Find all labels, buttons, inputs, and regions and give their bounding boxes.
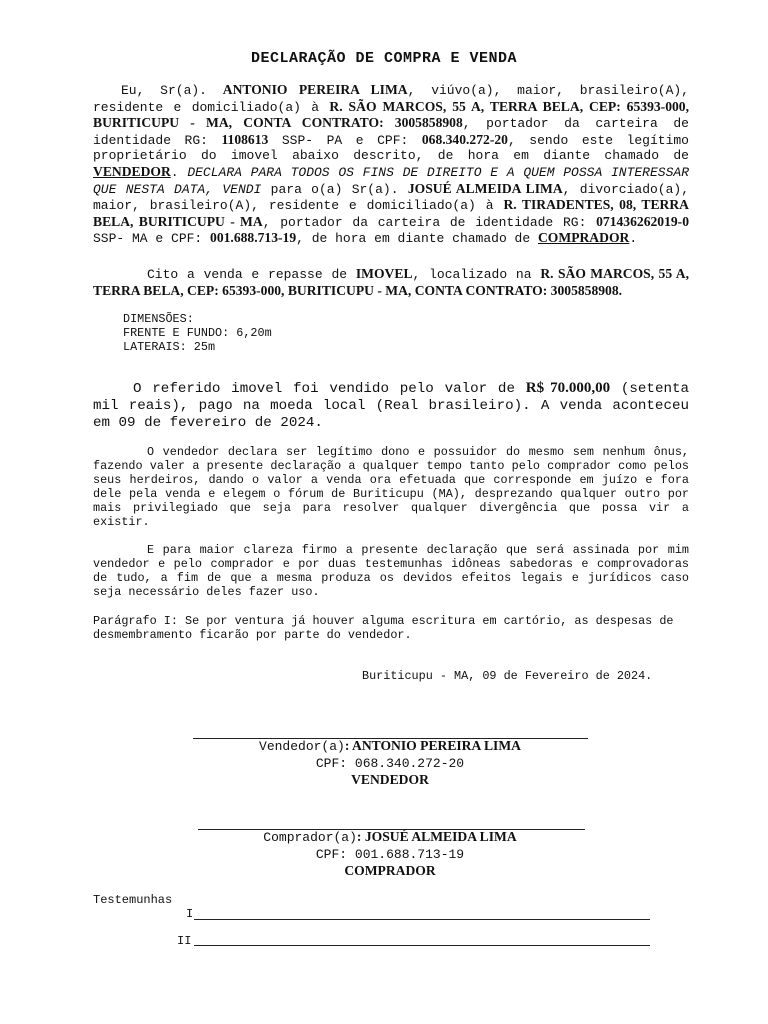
buyer-signature-name: JOSUÉ ALMEIDA LIMA (364, 829, 517, 844)
paragraph-guarantee: O vendedor declara ser legítimo dono e possuidor do mesmo sem nenhum ônus, fazendo valer a presente declaração a qualquer tempo tanto pelo comprador como pelos seus herdeiros, dando o valor a venda ora efetuada que corresponde em juízo e fora dele pela venda e elegem o fórum de Buriticupu (MA), desprezando qualquer outro por mais privilegiado que seja para resolver qualquer divergência que possa vir a existir. (93, 445, 689, 529)
property-dimensions (123, 312, 272, 354)
seller-cpf: 068.340.272-20 (421, 131, 508, 147)
paragraph-parties: Eu, Sr(a). ANTONIO PEREIRA LIMA, viúvo(a), maior, brasileiro(A), residente e domiciliado(a) à R. SÃO MARCOS, 55 A, TERRA BELA, CEP: 65393-000, BURITICUPU - MA, CONTA CONTRATO: 3005858908, portador da carteira de identidade RG: 1108613 SSP- PA e CPF: 068.340.272-20, sendo este legítimo proprietário do imovel abaixo descrito, de hora em diante chamado de VENDEDOR. DECLARA PARA TODOS OS FINS DE DIREITO E A QUEM POSSA INTERESSAR QUE NESTA DATA, VENDI para o(a) Sr(a). JOSUÉ ALMEIDA LIMA, divorciado(a), maior, brasileiro(A), residente e domiciliado(a) à R. TIRADENTES, 08, TERRA BELA, BURITICUPU - MA, portador da carteira de identidade RG: 071436262019-0 SSP- MA e CPF: 001.688.713-19, de hora em diante chamado de COMPRADOR. (93, 82, 689, 247)
buyer-signature-role: COMPRADOR (344, 863, 436, 878)
paragraph-price: O referido imovel foi vendido pelo valor de R$ 70.000,00 (setenta mil reais), pago na moeda local (Real brasileiro). A venda aconteceu em 09 de fevereiro de 2024. (93, 380, 689, 431)
seller-signature-block: Vendedor(a): ANTONIO PEREIRA LIMA CPF: 068.340.272-20 VENDEDOR (259, 738, 521, 787)
seller-address: R. SÃO MARCOS, 55 A, TERRA BELA, CEP: 65393-000, BURITICUPU - MA, CONTA CONTRATO: 3005858908 (93, 98, 689, 131)
witness-one-line (194, 919, 650, 920)
seller-signature-name: ANTONIO PEREIRA LIMA (352, 738, 521, 753)
paragraph-property: Cito a venda e repasse de IMOVEL, localizado na R. SÃO MARCOS, 55 A, TERRA BELA, CEP: 65393-000, BURITICUPU - MA, CONTA CONTRATO: 3005858908. (93, 266, 689, 298)
buyer-name: JOSUÉ ALMEIDA LIMA (407, 180, 563, 196)
buyer-signature-block: Comprador(a): JOSUÉ ALMEIDA LIMA CPF: 001.688.713-19 COMPRADOR (263, 829, 517, 878)
buyer-cpf: 001.688.713-19 (210, 230, 297, 246)
paragraph-clause-one: Parágrafo I: Se por ventura já houver alguma escritura em cartório, as despesas de desmembramento ficarão por parte do vendedor. (93, 614, 674, 642)
seller-signature-cpf: 068.340.272-20 (354, 755, 465, 771)
dimension-sides: LATERAIS: 25m (123, 340, 216, 354)
paragraph-signatures: E para maior clareza firmo a presente declaração que será assinada por mim vendedor e pelo comprador e por duas testemunhas idôneas sabedoras e comprovadoras de tudo, a fim de que a mesma produza os devidos efeitos legais e jurídicos caso seja necessário deles fazer uso. (93, 543, 689, 599)
seller-name: ANTONIO PEREIRA LIMA (222, 82, 408, 97)
place-date: Buriticupu - MA, 09 de Fevereiro de 2024. (362, 669, 653, 683)
seller-signature-role: VENDEDOR (351, 772, 429, 787)
document-title: DECLARAÇÃO DE COMPRA E VENDA (250, 50, 518, 67)
seller-rg: 1108613 (221, 131, 269, 147)
dimension-front: FRENTE E FUNDO: 6,20m (123, 326, 272, 340)
buyer-rg: 071436262019-0 (596, 213, 689, 229)
property-address: R. SÃO MARCOS, 55 A, TERRA BELA, CEP: 65393-000, BURITICUPU - MA, CONTA CONTRATO: 3005858908. (93, 266, 689, 298)
declaration-clause: DECLARA PARA TODOS OS FINS DE DIREITO E A QUEM POSSA INTERESSAR QUE NESTA DATA, VENDI (93, 164, 689, 197)
sale-value: R$ 70.000,00 (525, 380, 611, 396)
buyer-address: R. TIRADENTES, 08, TERRA BELA, BURITICUPU - MA (93, 197, 689, 229)
dimensions-heading: DIMENSÕES: (123, 312, 194, 326)
witness-two-label: II (177, 934, 192, 948)
witness-two-line (194, 945, 650, 946)
witnesses-label: Testemunhas (93, 893, 173, 907)
comprador-term: COMPRADOR (537, 230, 630, 246)
imovel-term: IMOVEL (355, 266, 413, 281)
witness-one-label: I (186, 907, 194, 921)
vendedor-term: VENDEDOR (93, 163, 171, 179)
buyer-signature-cpf: 001.688.713-19 (354, 846, 465, 862)
